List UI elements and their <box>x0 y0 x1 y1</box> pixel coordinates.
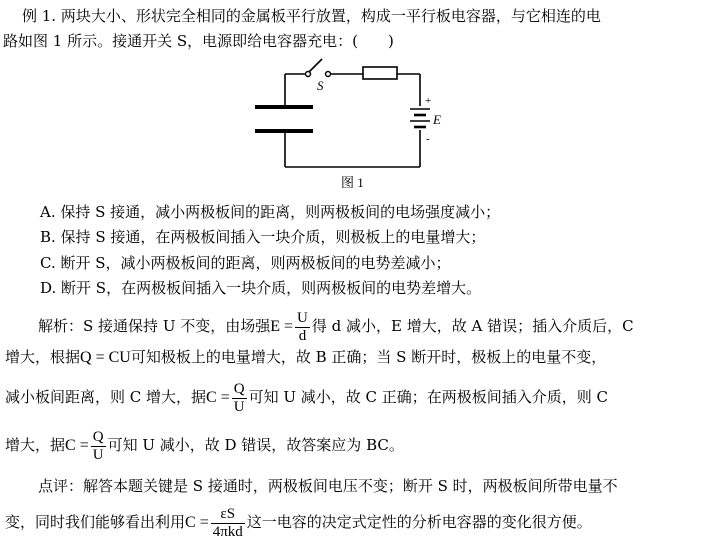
analysis-line-3 <box>5 380 608 416</box>
fraction-numerator: U <box>297 309 308 326</box>
fraction-es-over-4pikd <box>211 506 245 541</box>
option-c: C. 断开 S，减小两极板间的距离，则两极板间的电势差减小； <box>40 254 451 272</box>
field-equation: E = <box>270 318 294 335</box>
battery-plus: + <box>425 95 432 107</box>
analysis-line-1 <box>38 309 634 345</box>
analysis-line-4 <box>5 428 404 464</box>
switch-label: S <box>317 78 324 93</box>
option-d: D. 断开 S，在两极板间插入一块介质，则两极板间的电势差增大。 <box>40 279 482 297</box>
fraction-q-over-u <box>91 429 106 464</box>
analysis-text: 可知 U 减小，故 C 正确；在两极板间插入介质，则 C <box>248 388 609 406</box>
capacitor-plate-top <box>255 105 313 109</box>
analysis-text: 可知 U 减小，故 D 错误，故答案应为 BC。 <box>107 436 404 454</box>
resistor <box>363 67 397 79</box>
fraction-denominator: U <box>233 398 245 415</box>
analysis-text: 可知极板上的电量增大，故 B 正确；当 S 断开时，极板上的电量不变， <box>130 348 607 366</box>
option-b: B. 保持 S 接通，在两极板间插入一块介质，则极板上的电量增大； <box>40 228 486 246</box>
switch-blade <box>309 59 322 72</box>
fraction-denominator: d <box>298 327 307 344</box>
analysis-text: 得 d 减小，E 增大，故 A 错误；插入介质后，C <box>311 317 634 335</box>
analysis-text: 解析：S 接通保持 U 不变，由场强 <box>38 317 271 335</box>
fraction-q-over-u <box>232 381 247 416</box>
capacitance-formula: C = <box>185 514 209 531</box>
capacitance-equation: C = <box>65 437 89 454</box>
comment-text: 这一电容的决定式定性的分析电容器的变化很方便。 <box>246 513 592 531</box>
option-a: A. 保持 S 接通，减小两极板间的距离，则两极板间的电场强度减小； <box>40 203 501 221</box>
charge-equation: Q = CU <box>80 349 131 366</box>
capacitance-equation: C = <box>206 389 230 406</box>
switch-contact-right <box>326 72 331 77</box>
fraction-u-over-d <box>295 310 310 345</box>
figure-caption: 图 1 <box>341 175 364 190</box>
analysis-text: 增大，根据 <box>5 348 81 366</box>
fraction-denominator: 4πkd <box>212 523 243 540</box>
comment-line-2 <box>5 504 592 541</box>
analysis-line-2 <box>5 347 606 368</box>
question-line-2: 路如图 1 所示。接通开关 S，电源即给电容器充电：( ) <box>3 32 394 50</box>
fraction-denominator: U <box>92 446 104 463</box>
battery-minus: - <box>426 133 430 145</box>
fraction-numerator: Q <box>233 380 245 397</box>
comment-text: 变，同时我们能够看出利用 <box>5 513 186 531</box>
analysis-text: 增大，据 <box>5 436 66 454</box>
fraction-numerator: Q <box>92 428 104 445</box>
fraction-numerator: εS <box>211 506 245 524</box>
capacitor-plate-bottom <box>255 129 313 133</box>
question-line-1: 例 1. 两块大小、形状完全相同的金属板平行放置，构成一平行板电容器，与它相连的电 <box>22 7 601 25</box>
comment-line-1: 点评：解答本题关键是 S 接通时，两极板间电压不变；断开 S 时，两极板间所带电量不 <box>38 477 618 495</box>
analysis-text: 减小板间距离，则 C 增大，据 <box>5 388 207 406</box>
battery-label: E <box>433 112 441 127</box>
circuit-figure <box>240 54 450 194</box>
